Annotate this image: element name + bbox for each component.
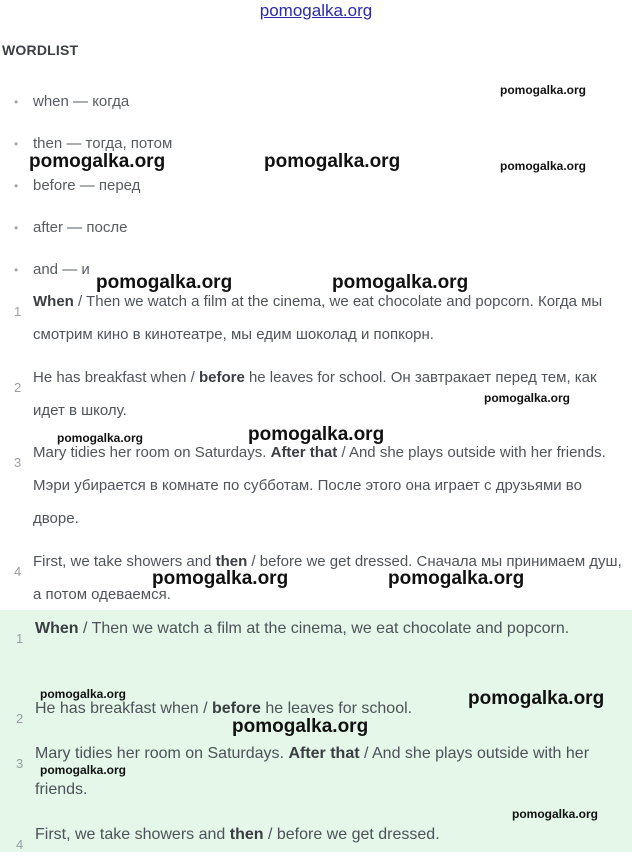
bold-answer: When (33, 293, 74, 310)
text: / Then we watch a film at the cinema, we eat chocolate and popcorn. Когда мы смотрим кино в кинотеатре, мы едим шоколад и попкорн. (33, 293, 603, 343)
watermark: pomogalka.org (512, 807, 599, 821)
watermark: pomogalka.org (96, 272, 233, 293)
item-number: 3 (16, 756, 24, 771)
text: / And she plays outside with her friends. (35, 745, 590, 798)
example-item (14, 436, 626, 535)
item-number: 4 (14, 564, 22, 579)
bold-answer: then (229, 826, 264, 843)
bullet-icon: • (14, 95, 19, 109)
bold-answer: before (198, 369, 245, 386)
item-number: 2 (16, 711, 24, 726)
answer-item (16, 611, 612, 647)
word-pair: before — перед (33, 177, 141, 194)
bold-answer: After that (288, 745, 360, 762)
watermark: pomogalka.org (248, 424, 385, 445)
bullet-icon: • (14, 137, 19, 151)
text: First, we take showers and (35, 826, 230, 843)
watermark: pomogalka.org (484, 391, 571, 405)
word-pair: after — после (33, 219, 128, 236)
text: Mary tidies her room on Saturdays. (33, 444, 271, 461)
text: First, we take showers and (33, 553, 216, 570)
bullet-icon: • (14, 263, 19, 277)
watermark: pomogalka.org (388, 568, 525, 589)
item-number: 2 (14, 380, 22, 395)
item-number: 1 (14, 304, 22, 319)
watermark: pomogalka.org (332, 272, 469, 293)
watermark: pomogalka.org (29, 151, 166, 172)
answer-item (16, 817, 612, 853)
example-item (14, 285, 626, 351)
word-pair: then — тогда, потом (33, 135, 173, 152)
item-number: 4 (16, 837, 24, 852)
text: he leaves for school. Он завтракает перед тем, как идет в школу. (33, 369, 597, 419)
wordlist-title: WORDLIST (2, 42, 79, 58)
text: / Then we watch a film at the cinema, we eat chocolate and popcorn. (78, 620, 570, 637)
text: he leaves for school. (260, 700, 413, 717)
bold-answer: before (211, 700, 261, 717)
watermark: pomogalka.org (232, 716, 369, 737)
text: Mary tidies her room on Saturdays. (35, 745, 289, 762)
word-pair: when — когда (33, 93, 130, 110)
site-header-link[interactable]: pomogalka.org (259, 1, 373, 20)
bullet-icon: • (14, 179, 19, 193)
bold-answer: then (215, 553, 248, 570)
item-number: 3 (14, 455, 22, 470)
item-number: 1 (16, 631, 24, 646)
bullet-icon: • (14, 221, 19, 235)
list-item (14, 219, 127, 236)
text: / before we get dressed. (263, 826, 440, 843)
watermark: pomogalka.org (264, 151, 401, 172)
list-item (14, 261, 90, 278)
text: He has breakfast when / (35, 700, 212, 717)
watermark: pomogalka.org (57, 431, 144, 445)
watermark: pomogalka.org (40, 687, 127, 701)
text: He has breakfast when / (33, 369, 199, 386)
watermark: pomogalka.org (500, 159, 587, 173)
watermark: pomogalka.org (152, 568, 289, 589)
watermark: pomogalka.org (40, 763, 127, 777)
list-item (14, 135, 172, 152)
watermark: pomogalka.org (500, 83, 587, 97)
list-item (14, 177, 140, 194)
bold-answer: After that (270, 444, 338, 461)
word-pair: and — и (33, 261, 90, 278)
text: / before we get dressed. Сначала мы принимаем душ, а потом одеваемся. (33, 553, 622, 603)
bold-answer: When (35, 620, 79, 637)
example-item (14, 545, 626, 611)
text: / And she plays outside with her friends. Мэри убирается в комнате по субботам. После этого она играет с друзьями во дворе. (33, 444, 606, 527)
watermark: pomogalka.org (468, 688, 605, 709)
list-item (14, 93, 129, 110)
